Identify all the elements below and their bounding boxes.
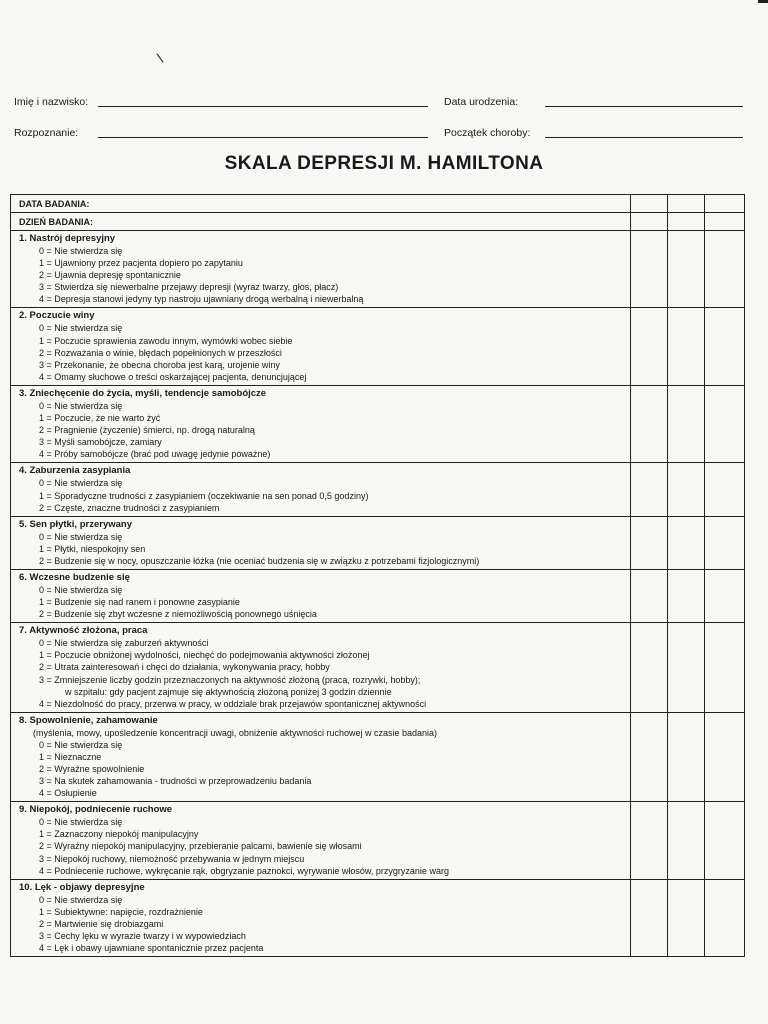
section-content [11,623,631,712]
section-row [11,386,744,463]
section-content [11,308,631,384]
section-title: 2. Poczucie winy [19,310,95,322]
option-text: 4 = Depresja stanowi jedyny typ nastroju ujawniany drogą werbalną i niewerbalną [39,294,364,305]
option-text: 0 = Nie stwierdza się [39,400,123,411]
name-field[interactable] [98,106,428,107]
option-text: w szpitalu: gdy pacjent zajmuje się aktywnością złożoną poniżej 3 godzin dziennie [65,686,392,697]
table-row-day [11,213,744,231]
section-row [11,231,744,308]
score-cell[interactable] [705,517,743,569]
score-cell[interactable] [631,802,668,878]
section-title: 4. Zaburzenia zasypiania [19,465,131,477]
option-text: 0 = Nie stwierdza się [39,323,123,334]
option-text: 1 = Poczucie, że nie warto żyć [39,413,161,424]
score-cell[interactable] [705,623,743,712]
option-text: 3 = Zmniejszenie liczby godzin przeznaczonych na aktywność złożoną (praca, rozrywki, hobby); [39,674,421,685]
score-cell[interactable] [705,195,743,212]
section-title: 1. Nastrój depresyjny [19,233,116,244]
score-cell[interactable] [705,713,743,801]
option-text: 2 = Ujawnia depresję spontanicznie [39,270,181,281]
option-text: 0 = Nie stwierdza się [39,478,123,489]
section-content [11,386,631,462]
score-cell[interactable] [705,213,743,230]
option-text: 0 = Nie stwierdza się [39,531,123,542]
score-cell[interactable] [705,570,743,622]
score-cell[interactable] [705,308,743,384]
option-text: 2 = Martwienie się drobiazgami [39,918,164,929]
option-text: 0 = Nie stwierdza się zaburzeń aktywności [39,638,209,649]
day-label: DZIEŃ BADANIA: [11,213,631,230]
section-subtitle: (myślenia, mowy, upośledzenie koncentracji uwagi, obniżenie aktywności ruchowej w czasie badania) [33,727,438,738]
option-text: 1 = Budzenie się nad ranem i ponowne zasypianie [39,597,240,608]
option-text: 2 = Utrata zainteresowań i chęci do działania, wykonywania pracy, hobby [39,662,330,673]
score-cell[interactable] [631,308,668,384]
section-content [11,880,631,956]
page-title: SKALA DEPRESJI M. HAMILTONA [224,153,544,174]
table-row-date [11,195,744,213]
onset-field[interactable] [545,137,743,138]
option-text: 4 = Omamy słuchowe o treści oskarżającej pacjenta, denuncjującej [39,371,307,382]
score-cell[interactable] [631,386,668,462]
section-title: 6. Wczesne budzenie się [19,571,130,583]
option-text: 3 = Niepokój ruchowy, niemożność przebywania w jednym miejscu [39,853,305,864]
score-cell[interactable] [631,880,668,956]
score-cell[interactable] [668,623,705,712]
score-cell[interactable] [631,623,668,712]
option-text: 3 = Stwierdza się niewerbalne przejawy depresji (wyraz twarzy, głos, płacz) [39,282,339,293]
section-title: 10. Lęk - objawy depresyjne [19,881,145,893]
name-label: Imię i nazwisko: [14,96,89,108]
score-cell[interactable] [668,517,705,569]
section-row [11,517,744,570]
score-cell[interactable] [631,713,668,801]
option-text: 1 = Nieznaczne [39,751,102,762]
option-text: 0 = Nie stwierdza się [39,584,123,595]
section-title: 9. Niepokój, podniecenie ruchowe [19,804,173,816]
score-cell[interactable] [668,463,705,515]
diagnosis-label: Rozpoznanie: [14,127,79,139]
option-text: 2 = Pragnienie (życzenie) śmierci, np. drogą naturalną [39,425,255,436]
score-cell[interactable] [631,231,668,307]
score-cell[interactable] [668,713,705,801]
option-text: 2 = Rozważania o winie, błędach popełnionych w przeszłości [39,347,282,358]
section-row [11,570,744,623]
score-cell[interactable] [705,463,743,515]
section-content [11,463,631,515]
section-row [11,463,744,516]
rating-table [10,194,745,957]
score-cell[interactable] [631,517,668,569]
option-text: 3 = Cechy lęku w wyrazie twarzy i w wypowiedziach [39,931,246,942]
option-text: 2 = Wyraźne spowolnienie [39,764,145,774]
option-text: 1 = Poczucie obniżonej wydolności, niechęć do podejmowania aktywności złożonej [39,650,370,661]
option-text: 2 = Budzenie się zbyt wczesne z niemożliwością ponownego uśnięcia [39,609,317,620]
score-cell[interactable] [668,308,705,384]
section-row [11,880,744,957]
score-cell[interactable] [668,880,705,956]
option-text: 4 = Próby samobójcze (brać pod uwagę jedynie poważne) [39,449,271,460]
option-text: 0 = Nie stwierdza się [39,817,123,828]
score-cell[interactable] [631,195,668,212]
score-cell[interactable] [668,570,705,622]
score-cell[interactable] [668,231,705,307]
option-text: 1 = Ujawniony przez pacjenta dopiero po zapytaniu [39,258,243,269]
section-row [11,308,744,385]
option-text: 1 = Sporadyczne trudności z zasypianiem (oczekiwanie na sen ponad 0,5 godziny) [39,490,369,501]
section-title: 5. Sen płytki, przerywany [19,518,132,530]
option-text: 3 = Przekonanie, że obecna choroba jest karą, urojenie winy [39,359,280,370]
score-cell[interactable] [705,386,743,462]
score-cell[interactable] [705,231,743,307]
option-text: 1 = Zaznaczony niepokój manipulacyjny [39,829,199,840]
corner-mark [758,0,768,3]
score-cell[interactable] [631,570,668,622]
birth-date-label: Data urodzenia: [444,96,519,108]
option-text: 1 = Subiektywne: napięcie, rozdrażnienie [39,906,203,917]
date-label: DATA BADANIA: [11,195,631,212]
birth-date-field[interactable] [545,106,743,107]
option-text: 2 = Budzenie się w nocy, opuszczanie łóżka (nie oceniać budzenia się w związku z potrzebami fizjologicznymi) [39,555,480,566]
onset-label: Początek choroby: [444,127,531,139]
score-cell[interactable] [705,802,743,878]
section-row [11,713,744,802]
option-text: 2 = Wyraźny niepokój manipulacyjny, przebieranie palcami, bawienie się włosami [39,841,362,852]
option-text: 0 = Nie stwierdza się [39,739,123,750]
score-cell[interactable] [631,463,668,515]
section-row [11,623,744,713]
option-text: 0 = Nie stwierdza się [39,894,123,905]
option-text: 2 = Częste, znaczne trudności z zasypianiem [39,502,220,513]
section-row [11,802,744,879]
option-text: 4 = Podniecenie ruchowe, wykręcanie rąk, obgryzanie paznokci, wyrywanie włosów, przygryzanie warg [39,865,449,876]
option-text: 3 = Na skutek zahamowania - trudności w przeprowadzeniu badania [39,776,312,787]
option-text: 4 = Niezdolność do pracy, przerwa w pracy, w oddziale brak przejawów spontanicznej aktywności [39,698,427,709]
score-cell[interactable] [668,386,705,462]
score-cell[interactable] [705,880,743,956]
diagnosis-field[interactable] [98,137,428,138]
option-text: 1 = Płytki, niespokojny sen [39,543,146,554]
score-cell[interactable] [631,213,668,230]
option-text: 3 = Myśli samobójcze, zamiary [39,437,162,448]
option-text: 1 = Poczucie sprawienia zawodu innym, wymówki wobec siebie [39,335,293,346]
section-content [11,231,631,307]
score-cell[interactable] [668,802,705,878]
section-content [11,517,631,569]
option-text: 4 = Osłupienie [39,788,97,799]
section-content [11,713,631,801]
section-content [11,570,631,622]
section-content [11,802,631,878]
pen-mark: \ [155,49,165,67]
section-title: 8. Spowolnienie, zahamowanie [19,714,158,726]
score-cell[interactable] [668,213,705,230]
option-text: 4 = Lęk i obawy ujawniane spontanicznie przez pacjenta [39,943,264,954]
section-title: 3. Zniechęcenie do życia, myśli, tendencje samobójcze [19,387,267,399]
section-title: 7. Aktywność złożona, praca [19,625,148,637]
score-cell[interactable] [668,195,705,212]
option-text: 0 = Nie stwierdza się [39,246,123,256]
